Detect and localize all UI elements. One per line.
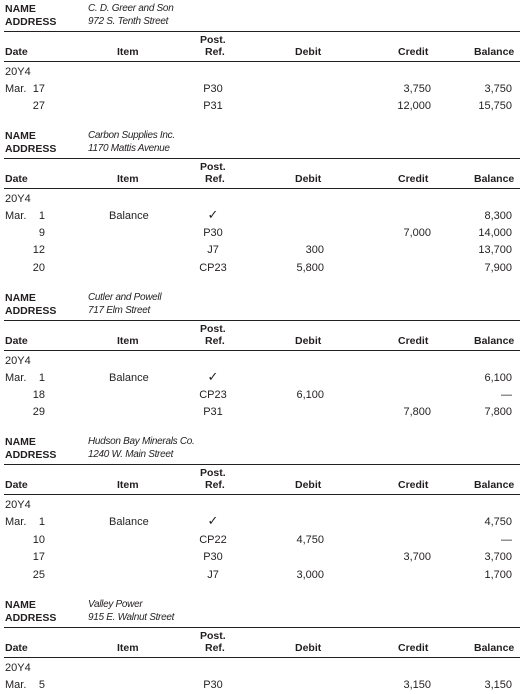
col-header-debit: Debit [295, 479, 322, 491]
row-debit: 4,750 [296, 534, 324, 546]
name-label: NAME [5, 130, 36, 142]
row-day: 25 [32, 569, 45, 581]
row-day: 12 [32, 244, 45, 256]
row-credit: 3,750 [403, 83, 431, 95]
check-mark-icon: ✓ [207, 369, 219, 384]
row-item: Balance [109, 210, 149, 222]
col-header-debit: Debit [295, 335, 322, 347]
row-day: 17 [32, 551, 45, 563]
year-label: 20Y4 [5, 193, 31, 205]
row-balance: 3,700 [484, 551, 512, 563]
row-balance: 13,700 [478, 244, 512, 256]
col-header-post-ref-2: Ref. [205, 642, 225, 654]
col-header-item: Item [117, 173, 139, 185]
row-month: Mar. [5, 372, 27, 384]
row-credit: 7,000 [403, 227, 431, 239]
col-header-post-ref-2: Ref. [205, 173, 225, 185]
row-post-ref: P30 [203, 83, 223, 95]
row-credit: 12,000 [397, 100, 431, 112]
col-header-credit: Credit [398, 642, 429, 654]
col-header-credit: Credit [398, 46, 429, 58]
name-label: NAME [5, 599, 36, 611]
col-header-post-ref-1: Post. [200, 467, 226, 479]
address-label: ADDRESS [5, 143, 57, 155]
year-label: 20Y4 [5, 355, 31, 367]
row-post-ref: CP23 [199, 262, 227, 274]
check-mark-icon: ✓ [207, 513, 219, 528]
row-month: Mar. [5, 210, 27, 222]
row-credit: 3,700 [403, 551, 431, 563]
col-header-balance: Balance [474, 335, 515, 347]
row-month: Mar. [5, 516, 27, 528]
address-label: ADDRESS [5, 305, 57, 317]
row-day: 29 [32, 406, 45, 418]
row-balance: 4,750 [484, 516, 512, 528]
col-header-date: Date [5, 335, 28, 347]
row-balance: 8,300 [484, 210, 512, 222]
col-header-credit: Credit [398, 479, 429, 491]
col-header-date: Date [5, 642, 28, 654]
col-header-post-ref-2: Ref. [205, 335, 225, 347]
row-day: 18 [32, 389, 45, 401]
row-post-ref: J7 [207, 244, 219, 256]
account-name: Cutler and Powell [88, 292, 162, 303]
col-header-date: Date [5, 173, 28, 185]
row-day: 10 [32, 534, 45, 546]
account-name: Carbon Supplies Inc. [88, 130, 175, 141]
col-header-post-ref-1: Post. [200, 630, 226, 642]
col-header-debit: Debit [295, 46, 322, 58]
row-post-ref: P31 [203, 406, 223, 418]
name-label: NAME [5, 3, 36, 15]
col-header-credit: Credit [398, 335, 429, 347]
col-header-post-ref-1: Post. [200, 34, 226, 46]
row-item: Balance [109, 372, 149, 384]
address-label: ADDRESS [5, 612, 57, 624]
row-debit: 300 [305, 244, 324, 256]
account-address: 972 S. Tenth Street [88, 16, 169, 27]
header-rule [4, 627, 520, 628]
col-header-debit: Debit [295, 173, 322, 185]
address-label: ADDRESS [5, 449, 57, 461]
row-post-ref: P30 [203, 227, 223, 239]
row-day: 9 [38, 227, 45, 239]
col-header-balance: Balance [474, 642, 515, 654]
col-header-balance: Balance [474, 46, 515, 58]
row-month: Mar. [5, 679, 27, 691]
row-balance: 3,150 [484, 679, 512, 691]
col-header-post-ref-2: Ref. [205, 46, 225, 58]
row-balance: 15,750 [478, 100, 512, 112]
col-header-post-ref-1: Post. [200, 323, 226, 335]
row-balance: — [501, 534, 512, 546]
row-post-ref: P30 [203, 551, 223, 563]
row-balance: — [501, 389, 512, 401]
col-header-credit: Credit [398, 173, 429, 185]
row-debit: 3,000 [296, 569, 324, 581]
col-header-item: Item [117, 479, 139, 491]
row-day: 17 [32, 83, 45, 95]
address-label: ADDRESS [5, 16, 57, 28]
account-name: C. D. Greer and Son [88, 3, 174, 14]
account-name: Valley Power [88, 599, 143, 610]
col-header-item: Item [117, 642, 139, 654]
row-post-ref: P30 [203, 679, 223, 691]
row-day: 1 [38, 372, 45, 384]
row-debit: 5,800 [296, 262, 324, 274]
row-post-ref: P31 [203, 100, 223, 112]
row-day: 20 [32, 262, 45, 274]
account-address: 1240 W. Main Street [88, 449, 174, 460]
row-credit: 7,800 [403, 406, 431, 418]
col-header-balance: Balance [474, 479, 515, 491]
col-header-debit: Debit [295, 642, 322, 654]
column-header-rule [4, 657, 520, 658]
row-post-ref: CP22 [199, 534, 227, 546]
account-name: Hudson Bay Minerals Co. [88, 436, 195, 447]
row-balance: 1,700 [484, 569, 512, 581]
row-post-ref: CP23 [199, 389, 227, 401]
col-header-date: Date [5, 46, 28, 58]
year-label: 20Y4 [5, 66, 31, 78]
col-header-item: Item [117, 46, 139, 58]
account-address: 915 E. Walnut Street [88, 612, 175, 623]
row-item: Balance [109, 516, 149, 528]
row-month: Mar. [5, 83, 27, 95]
row-day: 27 [32, 100, 45, 112]
col-header-item: Item [117, 335, 139, 347]
row-balance: 14,000 [478, 227, 512, 239]
check-mark-icon: ✓ [207, 207, 219, 222]
col-header-post-ref-1: Post. [200, 161, 226, 173]
row-day: 5 [38, 679, 45, 691]
row-balance: 3,750 [484, 83, 512, 95]
row-day: 1 [38, 516, 45, 528]
name-label: NAME [5, 292, 36, 304]
row-credit: 3,150 [403, 679, 431, 691]
col-header-balance: Balance [474, 173, 515, 185]
account-address: 1170 Mattis Avenue [88, 143, 170, 154]
row-balance: 7,800 [484, 406, 512, 418]
row-balance: 6,100 [484, 372, 512, 384]
row-post-ref: J7 [207, 569, 219, 581]
row-balance: 7,900 [484, 262, 512, 274]
row-day: 1 [38, 210, 45, 222]
col-header-date: Date [5, 479, 28, 491]
name-label: NAME [5, 436, 36, 448]
year-label: 20Y4 [5, 499, 31, 511]
col-header-post-ref-2: Ref. [205, 479, 225, 491]
year-label: 20Y4 [5, 662, 31, 674]
account-address: 717 Elm Street [88, 305, 150, 316]
row-debit: 6,100 [296, 389, 324, 401]
